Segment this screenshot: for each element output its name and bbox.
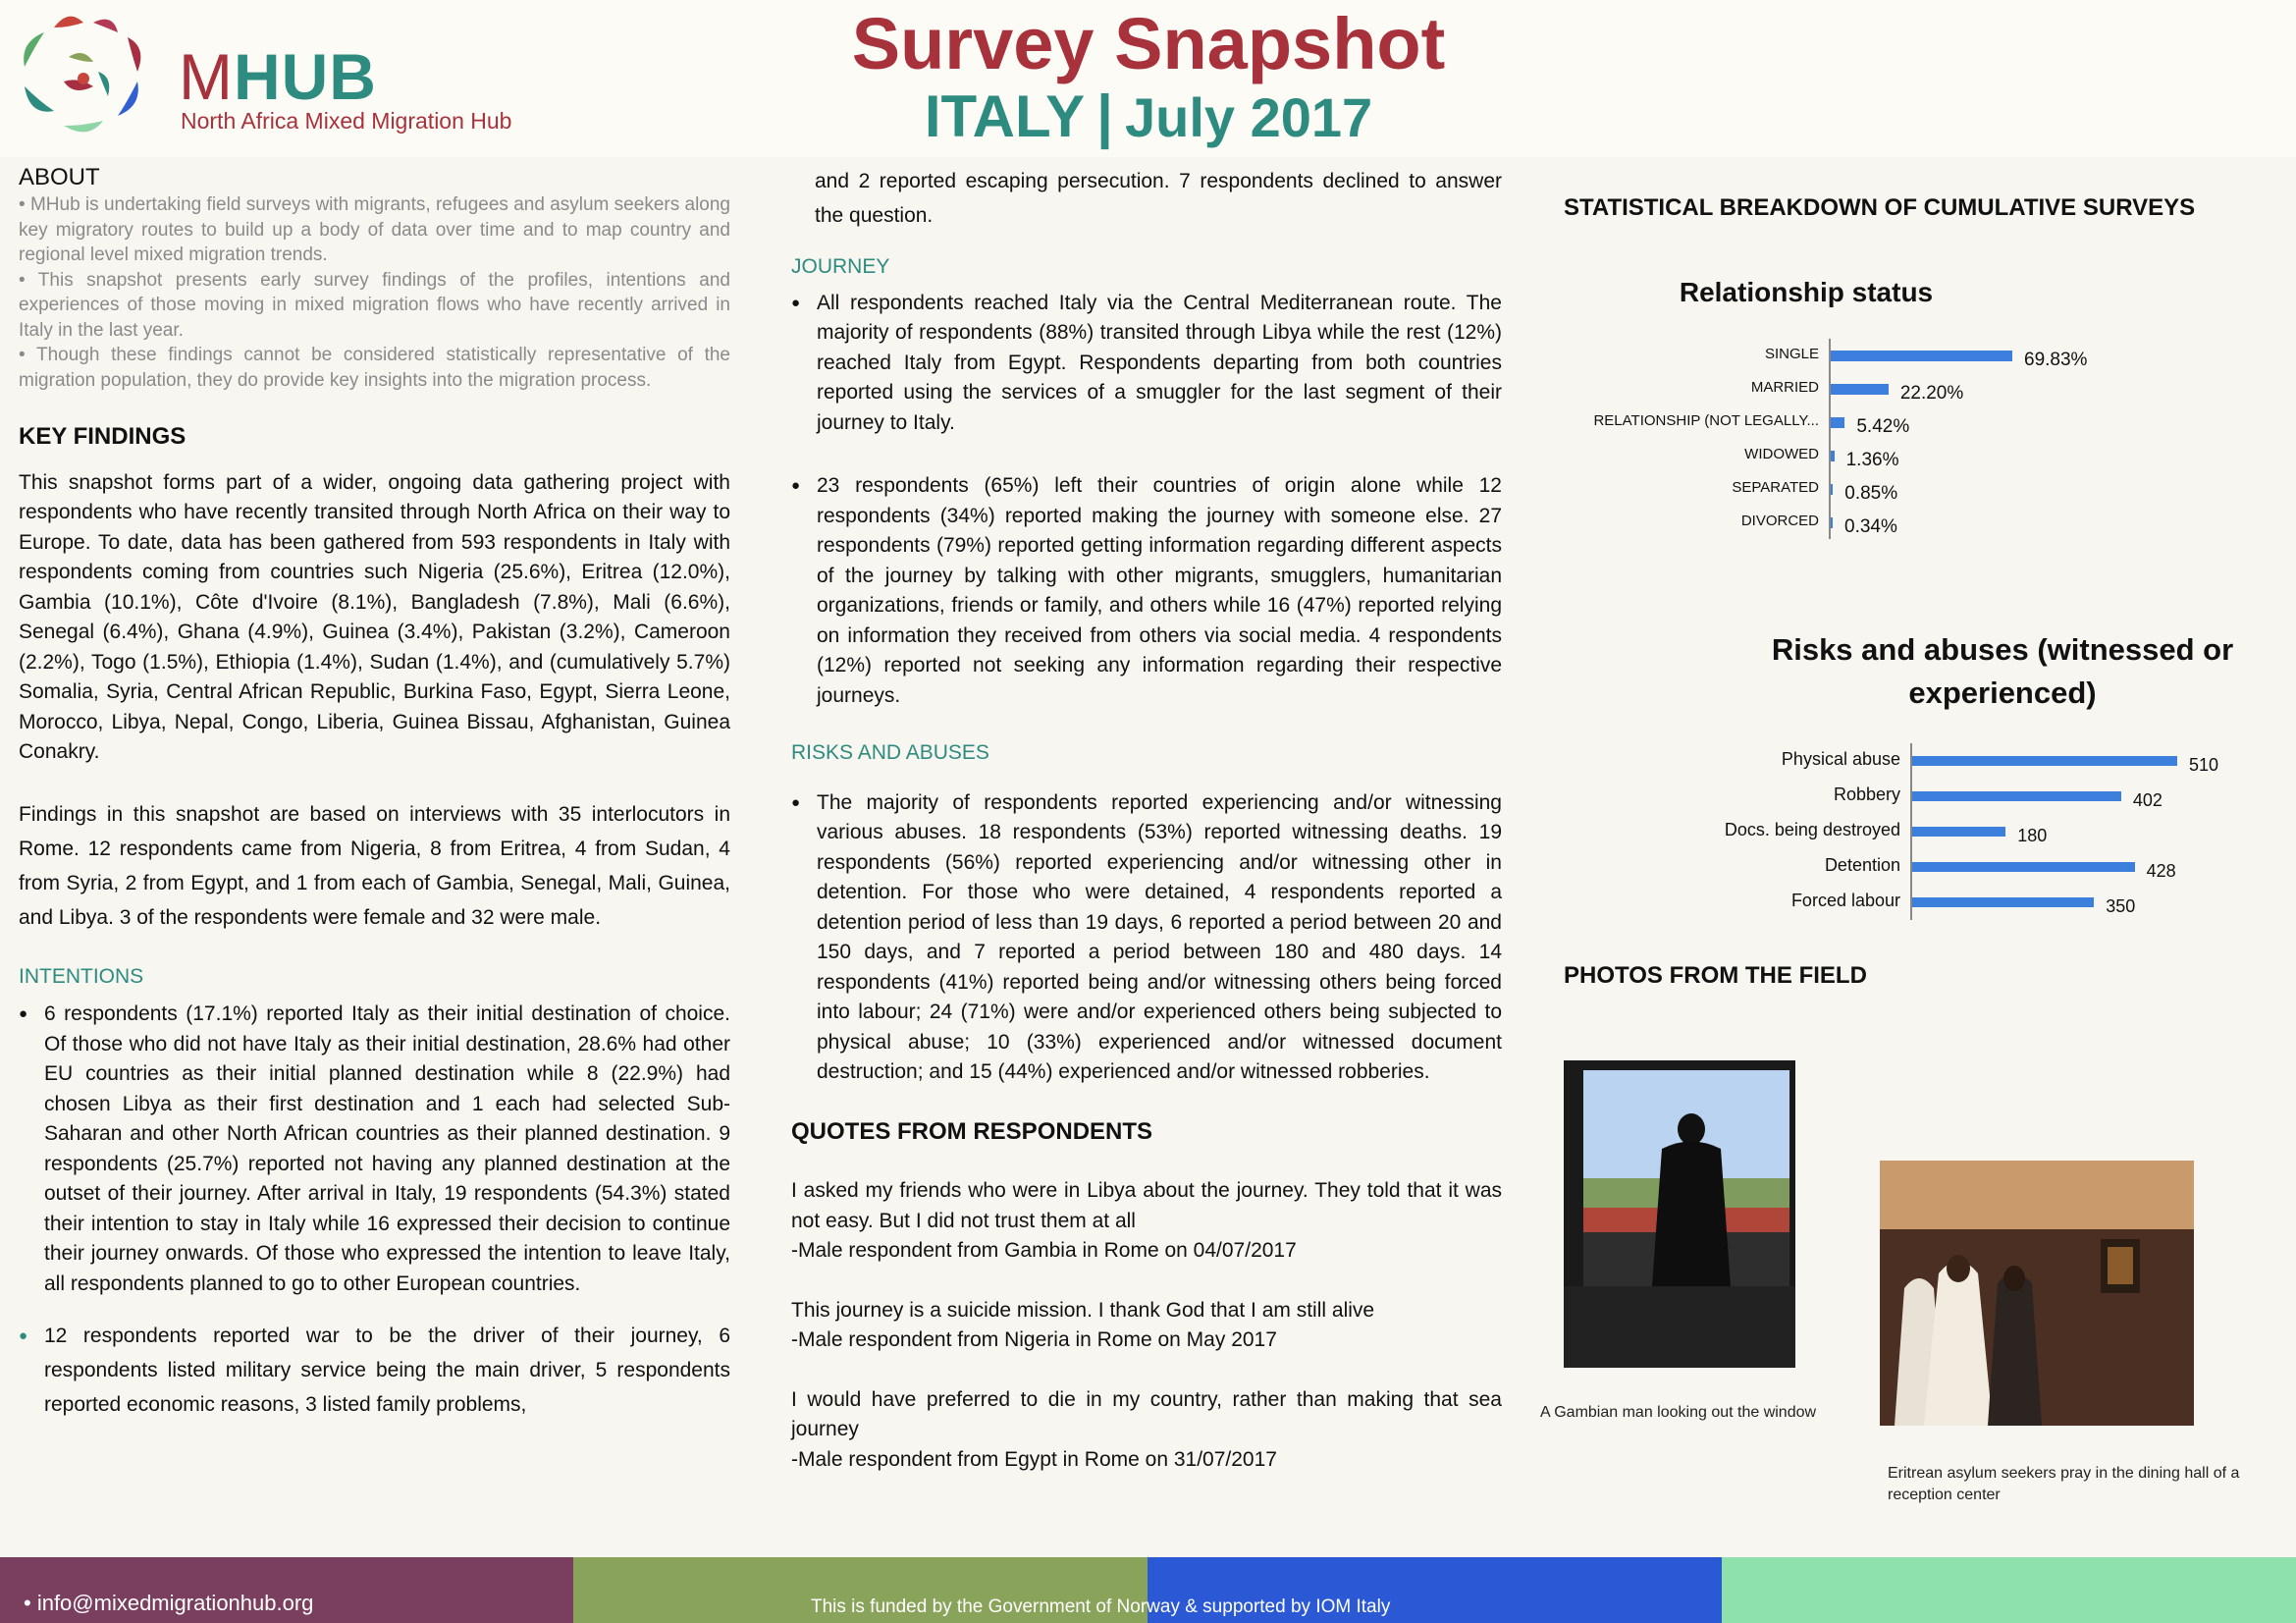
bar-value-label: 1.36% — [1845, 449, 1899, 470]
journey-heading: JOURNEY — [791, 255, 890, 278]
intentions-bullet: ● 6 respondents (17.1%) reported Italy as their initial destination of choice. Of those who did not have Italy as their initial destination, 28.6% had other EU countries as their initial planned destination while 8 (22.9%) had chosen Libya as their first destination and 1 each had selected Sub-Saharan and other North African countries as their planned destination. 9 respondents (25.7%) reported not having any planned destination at the outset of their journey. After arrival in Italy, 19 respondents (54.3%) stated their intention to stay in Italy while 16 expressed their decision to continue their journey onwards. Of those who expressed the intention to leave Italy, all respondents planned to go to other European countries. — [19, 1000, 730, 1299]
bar — [1831, 417, 1844, 428]
bar-category-label: WIDOWED — [1744, 446, 1819, 463]
bar-value-label: 350 — [2106, 896, 2136, 917]
key-findings-para: Findings in this snapshot are based on interviews with 35 interlocutors in Rome. 12 respondents came from Nigeria, 8 from Eritrea, 4 from Sudan, 4 from Syria, 2 from Egypt, and 1 from each of Gambia, Senegal, Mali, Guinea, and Libya. 3 of the respondents were female and 32 were male. — [19, 802, 730, 929]
risks-heading: RISKS AND ABUSES — [791, 741, 989, 764]
chart-title-relationship: Relationship status — [1679, 277, 1934, 307]
photos-heading: PHOTOS FROM THE FIELD — [1564, 962, 1867, 989]
bar — [1831, 484, 1833, 495]
funding-note: This is funded by the Government of Norway & supported by IOM Italy — [811, 1596, 1391, 1617]
bar — [1912, 897, 2094, 907]
bar-category-label: Robbery — [1833, 784, 1900, 805]
bar-value-label: 510 — [2189, 755, 2219, 776]
mhub-logo-icon — [10, 8, 167, 150]
journey-bullet: ● 23 respondents (65%) left their countries of origin alone while 12 respondents (34%) reported making the journey with someone else. 27 respondents (79%) reported getting information regarding different aspects of the journey by talking with other migrants, smugglers, humanitarian organizations, friends or family, and others while 16 (47%) reported relying on information they received from others via social media. 4 respondents (12%) reported not seeking any information regarding their respective journeys. — [791, 471, 1502, 711]
quote-block — [791, 1176, 1502, 1267]
chart-relationship-status — [1571, 339, 2160, 540]
key-findings-para: This snapshot forms part of a wider, ongoing data gathering project with respondents who have recently transited through North Africa on their way to Europe. To date, data has been gathered from 593 respondents in Italy with respondents coming from countries such Nigeria (25.6%), Eritrea (12.0%), Gambia (10.1%), Côte d'Ivoire (8.1%), Bangladesh (7.8%), Mali (6.6%), Senegal (6.4%), Ghana (4.9%), Guinea (3.4%), Pakistan (3.2%), Cameroon (2.2%), Togo (1.5%), Ethiopia (1.4%), Sudan (1.4%), and (cumulatively 5.7%) Somalia, Syria, Central African Republic, Burkina Faso, Egypt, Sierra Leone, Morocco, Libya, Nepal, Congo, Liberia, Guinea Bissau, Afghanistan, Guinea Conakry. — [19, 470, 730, 763]
page-subtitle — [687, 82, 1610, 150]
bar-value-label: 402 — [2132, 790, 2163, 811]
logo-m: M — [179, 40, 234, 113]
quote-source: -Male respondent from Egypt in Rome on 31/07/2017 — [791, 1447, 1277, 1471]
bar — [1831, 384, 1889, 395]
bar-category-label: DIVORCED — [1740, 513, 1819, 530]
quote-block — [791, 1385, 1502, 1476]
bar-value-label: 0.34% — [1844, 515, 1897, 537]
footer-segment — [1722, 1557, 2296, 1623]
photo-eritrean-prayer — [1880, 1161, 2194, 1426]
quote-source: -Male respondent from Nigeria in Rome on May 2017 — [791, 1328, 1277, 1351]
bar-category-label: RELATIONSHIP (NOT LEGALLY... — [1593, 412, 1819, 430]
page-title: Survey Snapshot — [851, 3, 1446, 84]
journey-bullet: ● All respondents reached Italy via the Central Mediterranean route. The majority of respondents (88%) transited through Libya while the rest (12%) reached Italy from Egypt. Respondents departing from both countries reported using the services of a smuggler for the last segment of their journey to Italy. — [791, 289, 1502, 439]
quote-source: -Male respondent from Gambia in Rome on 04/07/2017 — [791, 1239, 1297, 1262]
about-heading: ABOUT — [19, 164, 100, 190]
photo-gambian-man — [1564, 1060, 1795, 1368]
bar-value-label: 5.42% — [1856, 415, 1910, 437]
bar — [1912, 827, 2005, 837]
bar-value-label: 180 — [2017, 826, 2048, 846]
about-item: • This snapshot presents early survey findings of the profiles, intentions and experiences of those moving in mixed migration flows who have recently arrived in Italy in the last year. — [19, 269, 730, 341]
bar — [1912, 756, 2177, 766]
middle-column — [791, 164, 1502, 1475]
about-item: • MHub is undertaking field surveys with migrants, refugees and asylum seekers along key migratory routes to build up a body of data over time and to map country and regional level mixed migration trends. — [19, 194, 730, 265]
left-column — [19, 163, 730, 1422]
quote-text: This journey is a suicide mission. I thank God that I am still alive — [791, 1298, 1375, 1322]
about-item: • Though these findings cannot be considered statistically representative of the migration population, they do provide key insights into the migration process. — [19, 345, 730, 391]
quote-text: I asked my friends who were in Libya about the journey. They told that it was not easy. But I did not trust them at all — [791, 1179, 1502, 1232]
bar-value-label: 22.20% — [1899, 382, 1964, 404]
country-name: ITALY — [924, 83, 1086, 149]
chart-title-line: Risks and abuses (witnessed or — [1771, 632, 2234, 667]
bar — [1912, 791, 2121, 801]
bar-category-label: Docs. being destroyed — [1724, 820, 1900, 840]
contact-email-link[interactable]: • info@mixedmigrationhub.org — [24, 1591, 314, 1615]
bar-value-label: 69.83% — [2024, 349, 2088, 370]
intentions-bullet: ● 12 respondents reported war to be the driver of their journey, 6 respondents listed military service being the main driver, 5 respondents reported economic reasons, 3 listed family problems, — [19, 1319, 730, 1422]
logo-hub: HUB — [233, 40, 377, 113]
stats-heading: STATISTICAL BREAKDOWN OF CUMULATIVE SURVEYS — [1564, 194, 2196, 221]
bar-value-label: 0.85% — [1844, 482, 1898, 504]
chart-axis — [1829, 339, 1831, 539]
intentions-continuation: and 2 reported escaping persecution. 7 respondents declined to answer the question. — [815, 170, 1502, 227]
photo-caption: A Gambian man looking out the window — [1540, 1404, 1817, 1421]
photo-window-image — [1564, 1060, 1795, 1368]
bar-category-label: Physical abuse — [1781, 749, 1900, 770]
quotes-heading: QUOTES FROM RESPONDENTS — [791, 1117, 1153, 1145]
bar — [1831, 351, 2012, 361]
chart-title-line: experienced) — [1908, 676, 2097, 710]
risks-bullet: ● The majority of respondents reported experiencing and/or witnessing various abuses. 18 respondents (53%) reported witnessing deaths. 19 respondents (56%) reported experiencing and/or witnessing other in detention. For those who were detained, 4 respondents reported a detention period of less than 19 days, 6 reported a period between 20 and 150 days, and 7 reported a period between 180 and 480 days. 14 respondents (41%) reported being and/or witnessing others being forced into labour; 24 (71%) were and/or experienced others being subjected to physical abuse; 10 (33%) experienced and/or witnessed document destruction; and 15 (44%) experienced and/or witnessed robberies. — [791, 788, 1502, 1088]
quote-text: I would have preferred to die in my country, rather than making that sea journey — [791, 1387, 1502, 1440]
logo-wordmark — [179, 39, 377, 114]
intentions-heading: INTENTIONS — [19, 964, 144, 988]
snapshot-date: July 2017 — [1124, 86, 1373, 148]
bar-category-label: SEPARATED — [1732, 479, 1819, 497]
bar-category-label: MARRIED — [1750, 379, 1819, 397]
bar — [1831, 517, 1833, 528]
quote-block — [791, 1296, 1502, 1356]
bar-category-label: SINGLE — [1764, 346, 1819, 363]
chart-risks-abuses — [1669, 743, 2218, 920]
bar-value-label: 428 — [2146, 861, 2176, 882]
bar-category-label: Forced labour — [1790, 891, 1900, 911]
photo-caption: Eritrean asylum seekers pray in the dining hall of a reception center — [1888, 1465, 2240, 1503]
bar — [1912, 862, 2135, 872]
bar-category-label: Detention — [1824, 855, 1900, 876]
chart-title-risks — [1728, 628, 2277, 715]
logo-subtitle: North Africa Mixed Migration Hub — [181, 108, 512, 134]
photo-prayer-image — [1880, 1161, 2194, 1426]
key-findings-heading: KEY FINDINGS — [19, 423, 187, 450]
title-separator: | — [1096, 83, 1113, 149]
bar — [1831, 451, 1835, 461]
